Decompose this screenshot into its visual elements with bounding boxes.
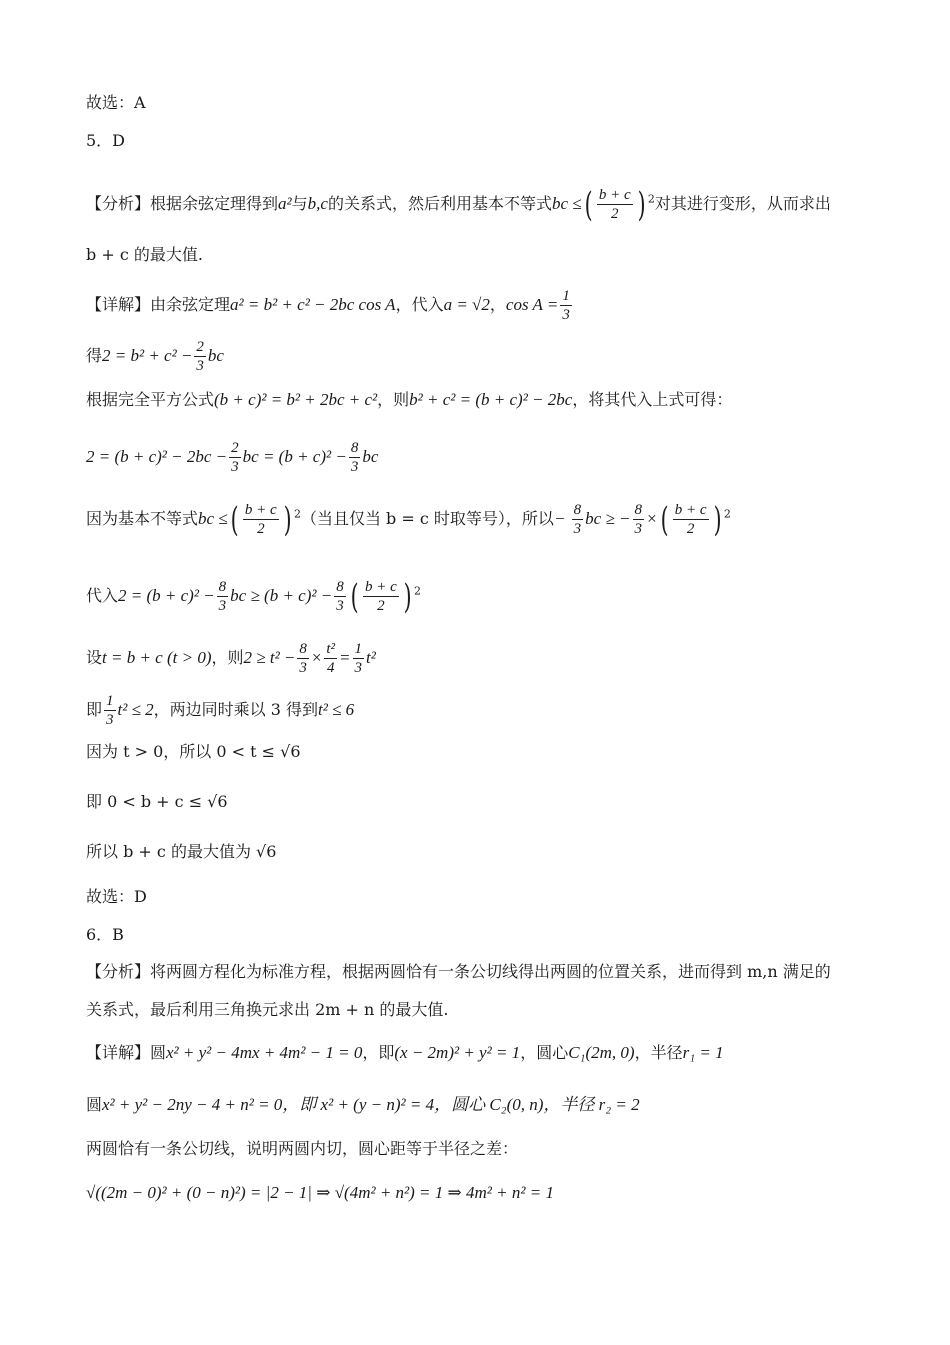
q5-detail-6: 代入2 = (b + c)² − $\frac{8}{3}$ bc ≥ (b + c)² − $\frac{8}{3}$ ( $\frac{b + c}{2}$ ) $^2$ [86, 576, 422, 617]
q5-detail-10: 即 0 < b + c ≤ √6 [86, 792, 228, 811]
q5-detail-7: 设t = b + c (t > 0)，则2 ≥ t² − $\frac{8}{3}$ × $\frac{\text{t²}}{4}$ = $\frac{1}{3}$ t² [86, 641, 376, 676]
q5-detail-2: 得2 = b² + c² − $\frac{2}{3}$ bc [86, 339, 224, 374]
q5-detail-1: 【详解】由余弦定理a² = b² + c² − 2bc cos A，代入a = √2，cos A = $\frac{1}{3}$ [86, 288, 570, 323]
q6-header: 6．B [86, 925, 124, 944]
q6-detail-2: 圆x² + y² − 2ny − 4 + n² = 0，即 x² + (y − n)² = 4，圆心 C₂(0, n)，半径 r₂ = 2 [86, 1095, 640, 1114]
q5-detail-8: 即 $\frac{1}{3}$ t² ≤ 2，两边同时乘以 3 得到t² ≤ 6 [86, 693, 355, 728]
q5-analysis-cont: b + c 的最大值. [86, 245, 203, 264]
q5-header: 5．D [86, 131, 126, 150]
q6-detail-1: 【详解】圆x² + y² − 4mx + 4m² − 1 = 0，即(x − 2m)² + y² = 1，圆心C₁(2m, 0)，半径r₁ = 1 [86, 1043, 724, 1062]
q6-analysis-cont: 关系式，最后利用三角换元求出 2m + n 的最大值. [86, 1000, 449, 1019]
q6-detail-4: √((2m − 0)² + (0 − n)²) = |2 − 1| ⇒ √(4m² + n²) = 1 ⇒ 4m² + n² = 1 [86, 1183, 554, 1202]
q5-detail-5: 因为基本不等式bc ≤( $\frac{b + c}{2}$ ) $^2$（当且仅当 b = c 时取等号），所以− $\frac{8}{3}$ bc ≥ − $\frac{8}{3}$ ×( $\frac{b + c}{2}$ ) $^2$ [86, 499, 731, 540]
q5-detail-3: 根据完全平方公式(b + c)² = b² + 2bc + c²，则b² + c² = (b + c)² − 2bc，将其代入上式可得： [86, 390, 733, 409]
q5-detail-4: 2 = (b + c)² − 2bc − $\frac{2}{3}$ bc = (b + c)² − $\frac{8}{3}$ bc [86, 440, 379, 475]
q6-detail-3: 两圆恰有一条公切线，说明两圆内切，圆心距等于半径之差： [86, 1139, 519, 1158]
q5-detail-9: 因为 t > 0，所以 0 < t ≤ √6 [86, 742, 301, 761]
q6-analysis: 【分析】将两圆方程化为标准方程，根据两圆恰有一条公切线得出两圆的位置关系，进而得到 m,n 满足的 [86, 962, 831, 981]
answer-a: 故选：A [86, 93, 146, 112]
q5-detail-11: 所以 b + c 的最大值为 √6 [86, 842, 277, 861]
answer-d: 故选：D [86, 887, 147, 906]
q5-analysis: 【分析】根据余弦定理得到a²与b,c的关系式，然后利用基本不等式bc ≤( $\frac{b + c}{2}$ ) $^2$对其进行变形，从而求出 [86, 184, 831, 225]
